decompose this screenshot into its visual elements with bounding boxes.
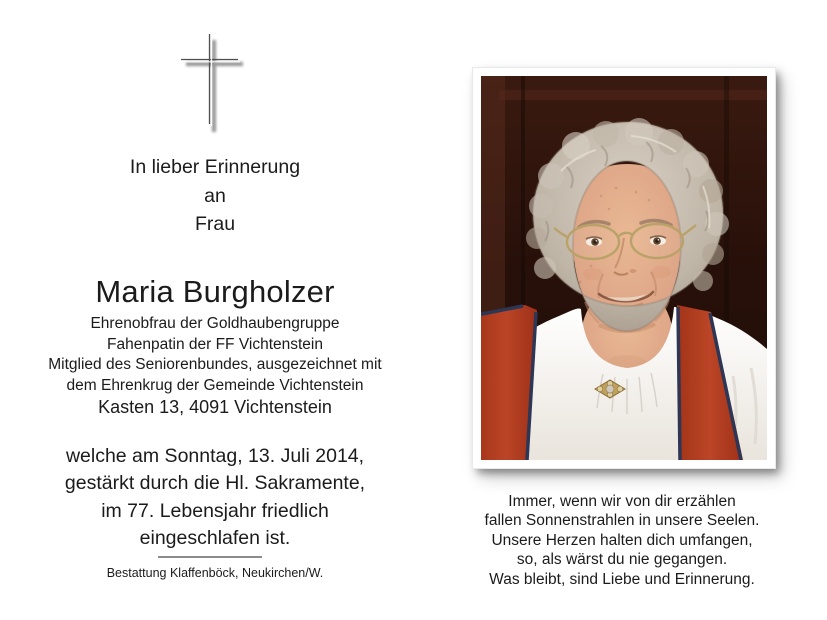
obituary-line: eingeschlafen ist. xyxy=(139,527,291,550)
honor-line: Ehrenobfrau der Goldhaubengruppe xyxy=(90,315,340,332)
obituary-line: gestärkt durch die Hl. Sakramente, xyxy=(64,472,366,495)
honor-line: Mitglied des Seniorenbundes, ausgezeichnet mit xyxy=(48,356,382,374)
honors-block xyxy=(0,314,430,396)
honor-line: dem Ehrenkrug der Gemeinde Vichtenstein xyxy=(66,376,364,394)
funeral-home: Bestattung Klaffenböck, Neukirchen/W. xyxy=(106,566,324,580)
obituary-line: welche am Sonntag, 13. Juli 2014, xyxy=(65,445,365,467)
divider xyxy=(158,556,262,558)
address-line: Kasten 13, 4091 Vichtenstein xyxy=(98,397,332,417)
obituary-line: im 77. Lebensjahr friedlich xyxy=(101,499,329,522)
intro-line: In lieber Erinnerung xyxy=(129,156,301,178)
obituary-block xyxy=(0,443,430,553)
poem xyxy=(457,492,787,589)
poem-line: Immer, wenn wir von dir erzählen xyxy=(508,493,736,510)
poem-line: Was bleibt, sind Liebe und Erinnerung. xyxy=(489,570,755,588)
poem-line: fallen Sonnenstrahlen in unsere Seelen. xyxy=(484,512,760,530)
cross-icon xyxy=(168,26,258,144)
portrait-photo xyxy=(481,76,767,460)
intro-line: Frau xyxy=(194,213,236,235)
honor-line: Fahenpatin der FF Vichtenstein xyxy=(107,335,323,353)
memorial-intro xyxy=(0,153,430,239)
portrait-frame xyxy=(473,68,775,468)
poem-line: so, als wärst du nie gegangen. xyxy=(516,551,728,569)
intro-line: an xyxy=(204,184,226,207)
deceased-name: Maria Burgholzer xyxy=(95,274,335,309)
poem-line: Unsere Herzen halten dich umfangen, xyxy=(491,531,753,549)
